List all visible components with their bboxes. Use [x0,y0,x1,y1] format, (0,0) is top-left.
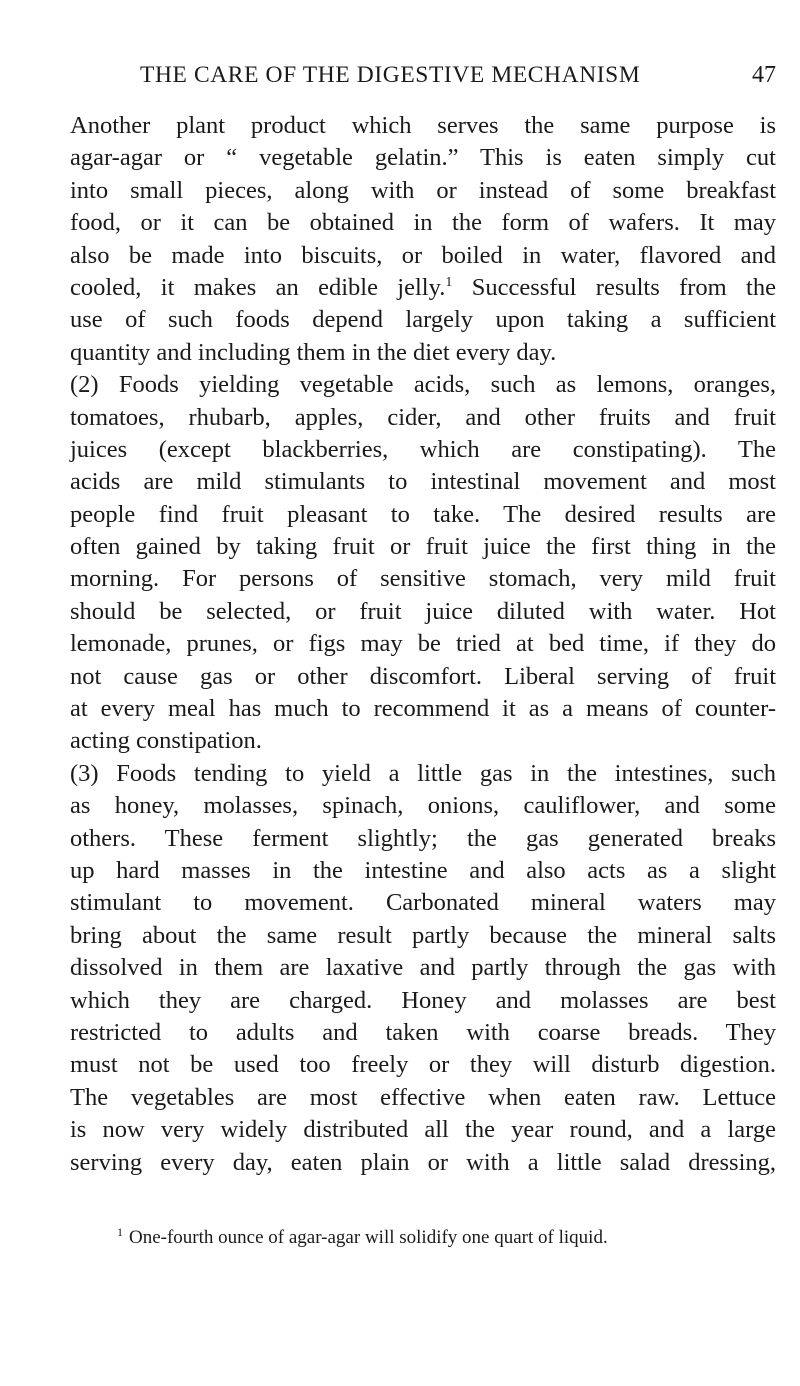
text-line: Another plant product which serves the same purpose is [70,112,776,139]
text-line: up hard masses in the intestine and also acts as a slight [70,856,776,884]
text-line: often gained by taking fruit or fruit juice the first thing in the [70,533,776,561]
text-line: food, or it can be obtained in the form of wafers. It may [70,209,776,237]
text-line: into small pieces, along with or instead of some breakfast [70,176,776,204]
text-line: is now very widely distributed all the year round, and a large [70,1116,776,1144]
text-line: morning. For persons of sensitive stomach, very mild fruit [70,565,776,593]
text-line: must not be used too freely or they will disturb digestion. [70,1051,776,1079]
text-line: tomatoes, rhubarb, apples, cider, and other fruits and fruit [70,403,776,431]
text-line-with-footnote [70,272,776,304]
text-line: juices (except blackberries, which are constipating). The [70,435,776,463]
text-line: agar-agar or “ vegetable gelatin.” This is eaten simply cut [70,144,776,172]
text-line: (2) Foods yielding vegetable acids, such as lemons, oranges, [70,371,776,399]
text-line: others. These ferment slightly; the gas generated breaks [70,824,776,852]
text-line: at every meal has much to recommend it as a means of counter- [70,695,776,723]
text-line: should be selected, or fruit juice diluted with water. Hot [70,597,776,625]
text-line: dissolved in them are laxative and partly through the gas with [70,954,776,982]
footnote [117,1226,608,1250]
text-line: quantity and including them in the diet every day. [70,338,557,366]
running-head [70,62,776,92]
text-line: stimulant to movement. Carbonated mineral waters may [70,889,776,917]
footnote-text: One-fourth ounce of agar-agar will solidify one quart of liquid. [129,1227,608,1248]
body-text [70,110,776,1179]
footnote-reference: 1 [445,274,453,290]
running-title: THE CARE OF THE DIGESTIVE MECHANISM [140,62,641,88]
text-line: lemonade, prunes, or figs may be tried at bed time, if they do [70,630,776,658]
text-line: acids are mild stimulants to intestinal movement and most [70,468,776,496]
text-line: (3) Foods tending to yield a little gas in the intestines, such [70,759,776,787]
text-line: which they are charged. Honey and molasses are best [70,986,776,1014]
text-line: acting constipation. [70,727,262,755]
text-line: as honey, molasses, spinach, onions, cauliflower, and some [70,792,776,820]
text-segment: cooled, it makes an edible jelly. [70,273,446,301]
text-line: The vegetables are most effective when eaten raw. Lettuce [70,1083,776,1111]
text-line: serving every day, eaten plain or with a little salad dressing, [70,1148,776,1176]
text-line: restricted to adults and taken with coarse breads. They [70,1018,776,1046]
footnote-marker: 1 [117,1225,123,1239]
text-line: people find fruit pleasant to take. The desired results are [70,500,776,528]
page-number: 47 [752,62,776,88]
text-segment: Successful results from the [452,273,776,301]
text-line: not cause gas or other discomfort. Liberal serving of fruit [70,662,776,690]
text-line: use of such foods depend largely upon taking a sufficient [70,306,776,334]
text-line: also be made into biscuits, or boiled in water, flavored and [70,241,776,269]
text-line: bring about the same result partly because the mineral salts [70,921,776,949]
